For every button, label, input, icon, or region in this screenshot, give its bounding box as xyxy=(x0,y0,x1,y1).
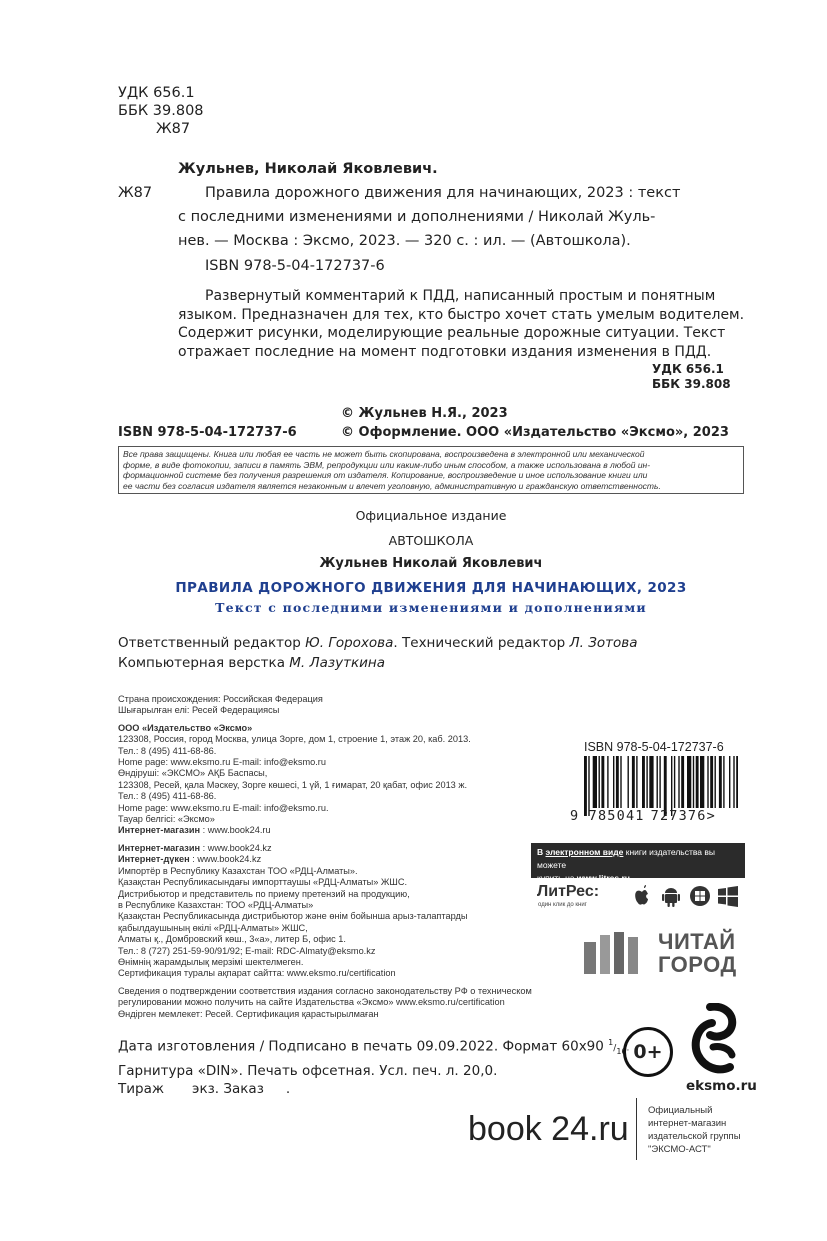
publisher-line xyxy=(118,854,588,865)
print-info-line-2: Гарнитура «DIN». Печать офсетная. Усл. печ. л. 20,0. xyxy=(118,1062,498,1079)
copyright-isbn: ISBN 978-5-04-172737-6 xyxy=(118,425,297,440)
legal-line: Все права защищены. Книга или любая ее часть не может быть скопирована, воспроизведена в электронной или механической xyxy=(123,449,645,459)
barcode-bar xyxy=(681,756,684,808)
apple-icon xyxy=(635,885,648,905)
legal-line: формационной системе без получения разрешения от издателя. Копирование, воспроизведение и иное использование книги или xyxy=(123,470,648,481)
publisher-line xyxy=(118,843,588,854)
chitai-gorod-line-1: ЧИТАЙ xyxy=(658,929,736,954)
barcode-bar xyxy=(710,756,713,808)
windows-icon xyxy=(718,886,738,907)
age-rating-badge xyxy=(623,1027,673,1077)
barcode-bar xyxy=(649,756,653,808)
chitai-gorod-text xyxy=(658,930,737,976)
litres-text: книги издательства вы можете xyxy=(537,847,716,870)
author-mark: Ж87 xyxy=(156,121,191,137)
barcode-bar xyxy=(733,756,734,808)
barcode-digits xyxy=(570,808,745,824)
official-edition: Официальное издание xyxy=(355,508,507,523)
barcode-bar xyxy=(584,756,587,816)
publisher-line: Қазақстан Республикасында дистрибьютор және өнім бойынша арыз-талаптарды xyxy=(118,911,468,922)
book24-divider xyxy=(636,1098,637,1160)
print-info xyxy=(118,1034,629,1099)
eksmo-url[interactable]: eksmo.ru xyxy=(686,1078,757,1094)
biblio-author: Жульнев, Николай Яковлевич. xyxy=(178,161,438,177)
edition-subtitle: Текст с последними изменениями и дополнениями xyxy=(215,600,647,615)
barcode-bar xyxy=(664,756,667,816)
print-info-line-3 xyxy=(118,1080,629,1099)
publisher-line-label: Интернет-магазин xyxy=(118,842,201,853)
litres-link-electronic[interactable]: электронном виде xyxy=(545,847,624,857)
book24-logo[interactable]: book 24.ru xyxy=(468,1110,629,1148)
litres-logo: ЛитРес: xyxy=(537,883,600,900)
barcode-bar xyxy=(642,756,645,808)
barcode-bar xyxy=(616,756,619,808)
publisher-line: Страна происхождения: Российская Федерация xyxy=(118,694,323,704)
biblio-mark: Ж87 xyxy=(118,185,153,201)
barcode-bar xyxy=(636,756,637,808)
publisher-line: Шығарылған елі: Ресей Федерациясы xyxy=(118,705,280,716)
publisher-line: в Республике Казахстан: ТОО «РДЦ-Алматы» xyxy=(118,899,314,910)
barcode-bar xyxy=(620,756,621,808)
publisher-line: Home page: www.eksmo.ru E-mail: info@eksmo.ru xyxy=(118,757,326,768)
barcode-bar xyxy=(671,756,672,816)
annotation-line: отражает последние на момент подготовки издания изменения в ПДД. xyxy=(178,343,712,360)
biblio-line-1: Правила дорожного движения для начинающих, 2023 : текст xyxy=(205,185,681,201)
publisher-line: Өндіруші: «ЭКСМО» АҚБ Баспасы, xyxy=(118,768,268,779)
bbk-code: ББК 39.808 xyxy=(118,103,204,119)
legal-line: форме, в виде фотокопии, записи в память ЭВМ, репродукции или каким-либо иным способом, а также использована в любой ин- xyxy=(123,459,651,470)
udk-right: УДК 656.1 xyxy=(652,362,724,376)
copyright-author: © Жульнев Н.Я., 2023 xyxy=(341,406,508,421)
barcode-bar xyxy=(674,756,675,808)
fraction-denominator: 16 xyxy=(616,1047,627,1057)
edition-title: ПРАВИЛА ДОРОЖНОГО ДВИЖЕНИЯ ДЛЯ НАЧИНАЮЩИХ, 2023 xyxy=(175,580,687,596)
barcode-bar xyxy=(687,756,691,808)
publisher-line: Тел.: 8 (495) 411-68-86. xyxy=(118,791,217,802)
resp-editor-name: Ю. Горохова xyxy=(305,635,394,651)
top-codes xyxy=(118,84,204,138)
publisher-line-label: Интернет-дүкен xyxy=(118,854,190,865)
publisher-line: Тел.: 8 (495) 411-68-86. xyxy=(118,745,217,756)
barcode-bar xyxy=(707,756,708,808)
barcode-bar xyxy=(678,756,679,808)
book24-description xyxy=(648,1104,741,1156)
resp-editor-label: Ответственный редактор xyxy=(118,635,301,651)
barcode-digits-left: 785041 xyxy=(588,808,645,824)
book24-desc-line: издательской группы xyxy=(648,1131,741,1142)
edition-author: Жульнев Николай Яковлевич xyxy=(319,556,543,571)
publisher-line: Home page: www.eksmo.ru E-mail: info@eksmo.ru. xyxy=(118,802,329,813)
barcode-bar xyxy=(593,756,597,808)
publisher-line-label: Интернет-магазин xyxy=(118,825,201,836)
windows-phone-icon xyxy=(690,886,710,906)
annotation-line: языком. Предназначен для тех, кто быстро хочет стать умелым водителем. xyxy=(178,306,745,323)
publisher-line: Қазақстан Республикасындағы импорттаушы «РДЦ-Алматы» ЖШС. xyxy=(118,877,408,888)
publisher-line: Сведения о подтверждении соответствия издания согласно законодательству РФ о техническом xyxy=(118,985,532,996)
barcode-bar xyxy=(700,756,704,808)
barcode-bar xyxy=(599,756,600,808)
print-end: . xyxy=(285,1081,291,1098)
biblio-line-3: нев. — Москва : Эксмо, 2023. — 320 с. : ил. — (Автошкола). xyxy=(178,233,631,249)
annotation xyxy=(178,287,745,361)
barcode-bar xyxy=(646,756,647,808)
chitai-gorod-line-2: ГОРОД xyxy=(658,952,737,977)
chitai-gorod-logo-mark xyxy=(584,932,654,974)
litres-text-2: купить на xyxy=(537,873,575,883)
barcode-isbn: ISBN 978-5-04-172737-6 xyxy=(584,740,724,754)
barcode-bar xyxy=(696,756,699,808)
legal-line: ее части без согласия издателя является незаконным и влечет уголовную, административную и гражданскую ответственность. xyxy=(123,480,661,491)
barcode-digit-first: 9 xyxy=(570,808,580,824)
print-run: Тираж xyxy=(118,1081,165,1098)
barcode-bar xyxy=(719,756,722,808)
udk-code: УДК 656.1 xyxy=(118,85,195,101)
publisher-line: 123308, Ресей, қала Мәскеу, Зорге көшесі, 1 үй, 1 ғимарат, 20 қабат, офис 2013 ж. xyxy=(118,779,468,790)
editors-line-2 xyxy=(118,654,385,672)
book24-desc-line: интернет-магазин xyxy=(648,1118,727,1129)
publisher-line-value: : www.book24.kz xyxy=(189,854,262,865)
barcode-bar xyxy=(607,756,608,808)
barcode-bar xyxy=(723,756,724,808)
barcode-bar xyxy=(659,756,660,808)
litres-url[interactable]: www.litres.ru xyxy=(576,873,630,883)
publisher-line: Импортёр в Республику Казахстан ТОО «РДЦ-Алматы». xyxy=(118,865,358,876)
print-order: экз. Заказ xyxy=(192,1081,264,1098)
barcode-bar xyxy=(736,756,738,808)
publisher-line: Өндірген мемлекет: Ресей. Сертификация қарастырылмаған xyxy=(118,1008,379,1019)
publisher-line: қабылдаушының өкілі «РДЦ-Алматы» ЖШС, xyxy=(118,922,308,933)
biblio-isbn: ISBN 978-5-04-172737-6 xyxy=(205,258,385,274)
book24-desc-line: Официальный xyxy=(648,1105,713,1116)
barcode-bar xyxy=(657,756,658,808)
tech-editor-name: Л. Зотова xyxy=(569,635,638,651)
publisher-line: Алматы қ., Домбровский көш., 3«а», литер Б, офис 1. xyxy=(118,934,346,945)
barcode-bar xyxy=(601,756,604,808)
publisher-line-value: : www.book24.kz xyxy=(200,842,272,853)
barcode-bar xyxy=(613,756,614,808)
barcode-bar xyxy=(729,756,730,808)
copyright-design: © Оформление. ООО «Издательство «Эксмо», 2023 xyxy=(341,425,729,440)
annotation-line: Развернутый комментарий к ПДД, написанный простым и понятным xyxy=(205,288,716,304)
litres-tagline: один клик до книг xyxy=(538,902,587,908)
barcode-bar xyxy=(628,756,629,808)
barcode-bar xyxy=(715,756,716,808)
age-rating-text: 0+ xyxy=(633,1041,663,1063)
eksmo-logo-icon xyxy=(688,1003,748,1083)
barcode-bar xyxy=(632,756,635,808)
layout-editor-label: Компьютерная верстка xyxy=(118,655,285,671)
book24-desc-line: "ЭКСМО-АСТ" xyxy=(648,1144,711,1155)
biblio-line-2: с последними изменениями и дополнениями / Николай Жуль- xyxy=(178,209,656,225)
publisher-line: Дистрибьютор и представитель по приему претензий на продукцию, xyxy=(118,888,410,899)
barcode-bar xyxy=(588,756,589,816)
android-icon xyxy=(662,888,680,907)
barcode-digits-right: 727376 xyxy=(650,808,707,824)
publisher-block xyxy=(118,694,588,1020)
publisher-line: регулировании можно получить на сайте Издательства «Эксмо» www.eksmo.ru/certification xyxy=(118,997,505,1008)
publisher-line-value: : www.book24.ru xyxy=(200,825,271,836)
series-name: АВТОШКОЛА xyxy=(388,533,474,548)
udk-bbk-right xyxy=(580,362,740,392)
platform-icons xyxy=(634,884,744,910)
publisher-line: 123308, Россия, город Москва, улица Зорге, дом 1, строение 1, этаж 20, каб. 2013. xyxy=(118,734,471,745)
litres-banner[interactable] xyxy=(531,843,745,883)
legal-notice xyxy=(118,446,744,494)
publisher-line: Тел.: 8 (727) 251-59-90/91/92; E-mail: RDC-Almaty@eksmo.kz xyxy=(118,945,376,956)
print-date-format: Дата изготовления / Подписано в печать 09.09.2022. Формат 60х90 xyxy=(118,1038,604,1055)
barcode-arrow: > xyxy=(706,808,716,824)
layout-editor-name: М. Лазуткина xyxy=(289,655,385,671)
litres-prefix: В xyxy=(537,847,544,857)
publisher-line: Тауар белгісі: «Эксмо» xyxy=(118,814,215,825)
barcode-bar xyxy=(693,756,694,808)
publisher-line: Өнімнің жарамдылық мерзімі шектелмеген. xyxy=(118,956,304,967)
publisher-line xyxy=(118,825,588,836)
publisher-line: Сертификация туралы ақпарат сайтта: www.eksmo.ru/certification xyxy=(118,968,396,979)
editors-line-1: Ответственный редактор Ю. Горохова. Технический редактор Л. Зотова xyxy=(118,635,638,651)
bbk-right: ББК 39.808 xyxy=(652,377,731,391)
tech-editor-label: Технический редактор xyxy=(402,635,566,651)
print-info-line-1: Дата изготовления / Подписано в печать 09.09.2022. Формат 60х90 $^1/_{16}$. xyxy=(118,1038,630,1057)
fraction-numerator: 1 xyxy=(608,1038,614,1047)
publisher-line: ООО «Издательство «Эксмо» xyxy=(118,722,253,733)
annotation-line: Содержит рисунки, моделирующие реальные дорожные ситуации. Текст xyxy=(178,325,726,341)
